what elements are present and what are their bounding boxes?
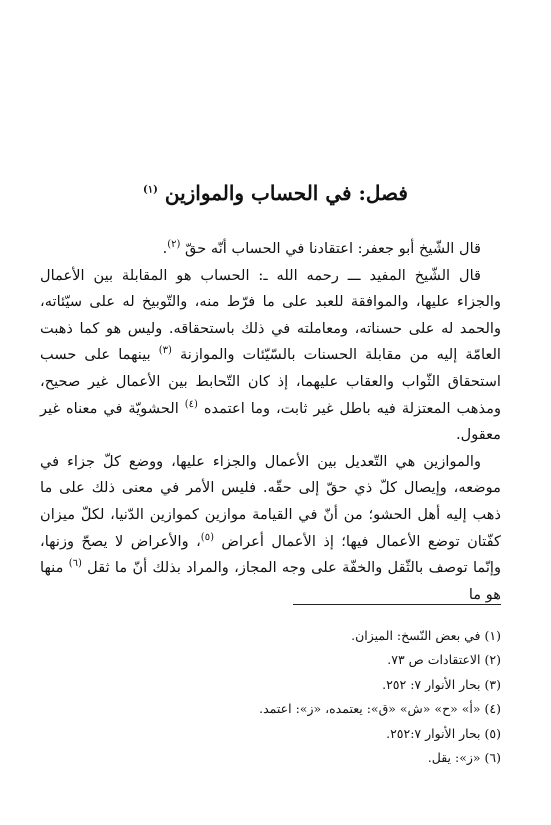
paragraph-text: .: [162, 240, 168, 257]
footnote-divider: [293, 604, 501, 605]
chapter-title-footnote-ref: (١): [143, 184, 158, 196]
paragraph-text: والموازين هي التّعديل بين الأعمال والجزاء عليها، ووضع كلّ جزاء في موضعه، وإيصال كلّ ذي حقّ إلى حقّه. فليس الأمر في معنى ذلك على ما ذهب إليه أهل الحشو؛ من أنّ في القيامة موازين كموازين الدّنيا، لكلّ ميزان كفّتان توضع الأعمال فيها؛ إذ الأعمال أعراض: [40, 452, 501, 550]
paragraph-2: [40, 263, 501, 449]
footnote-item: (٢) الاعتقادات ص ٧٣.: [387, 652, 501, 668]
paragraph-text: منها هو ما: [40, 559, 501, 603]
paragraph-text: بينهما على حسب استحقاق الثّواب والعقاب عليهما، إذ كان التّحابط بين الأعمال غير صحيح، ومذهب المعتزلة فيه باطل غير ثابت، وما اعتمده: [40, 346, 502, 417]
paragraph-text: الحشويّة في معناه غير معقول.: [40, 399, 501, 444]
footnote-ref-2: (٢): [167, 239, 181, 251]
paragraph-3: [40, 449, 501, 609]
footnote-ref-5: (٥): [200, 531, 214, 543]
footnote-item: (٥) بحار الأنوار ٢٥٢:٧.: [386, 725, 501, 741]
paragraph-text: قال الشّيخ أبو جعفر: اعتقادنا في الحساب أنّه حقّ: [185, 240, 481, 257]
paragraph-text: قال الشّيخ المفيد ـــ رحمه الله ـ: الحساب هو المقابلة بين الأعمال والجزاء عليها، والموافقة للعبد على ما فرّط منه، والتّوبيخ له على سيّئاته، والحمد له على حسناته، ومعاملته في ذلك باستحقاقه. وليس هو كما ذهبت العامّة إليه من مقابلة الحسنات بالسّيّئات والموازنة: [40, 266, 501, 364]
paragraph-1: [40, 236, 501, 263]
footnote-item: (٦) «ز»: يقل.: [427, 750, 501, 766]
footnote-ref-6: (٦): [68, 558, 82, 570]
body-text: [40, 236, 501, 608]
footnote-item: (٤) «أ» «ح» «ش» «ق»: يعتمده، «ز»: اعتمد.: [259, 701, 501, 717]
footnotes-list: [150, 624, 501, 770]
footnote-item: (٣) بحار الأنوار ٧: ٢٥٢.: [382, 676, 501, 692]
footnote-item: (١) في بعض النّسخ: الميزان.: [351, 628, 501, 643]
paragraph-text: ، والأعراض لا يصحّ وزنها، وإنّما توصف بالثّقل والخفّة على وجه المجاز، والمراد بذلك أنّ ما ثقل: [40, 532, 502, 577]
footnote-ref-3: (٣): [158, 345, 172, 357]
chapter-title: [40, 181, 511, 205]
footnote-ref-4: (٤): [184, 398, 198, 410]
chapter-title-text: فصل: في الحساب والموازين: [164, 181, 408, 206]
